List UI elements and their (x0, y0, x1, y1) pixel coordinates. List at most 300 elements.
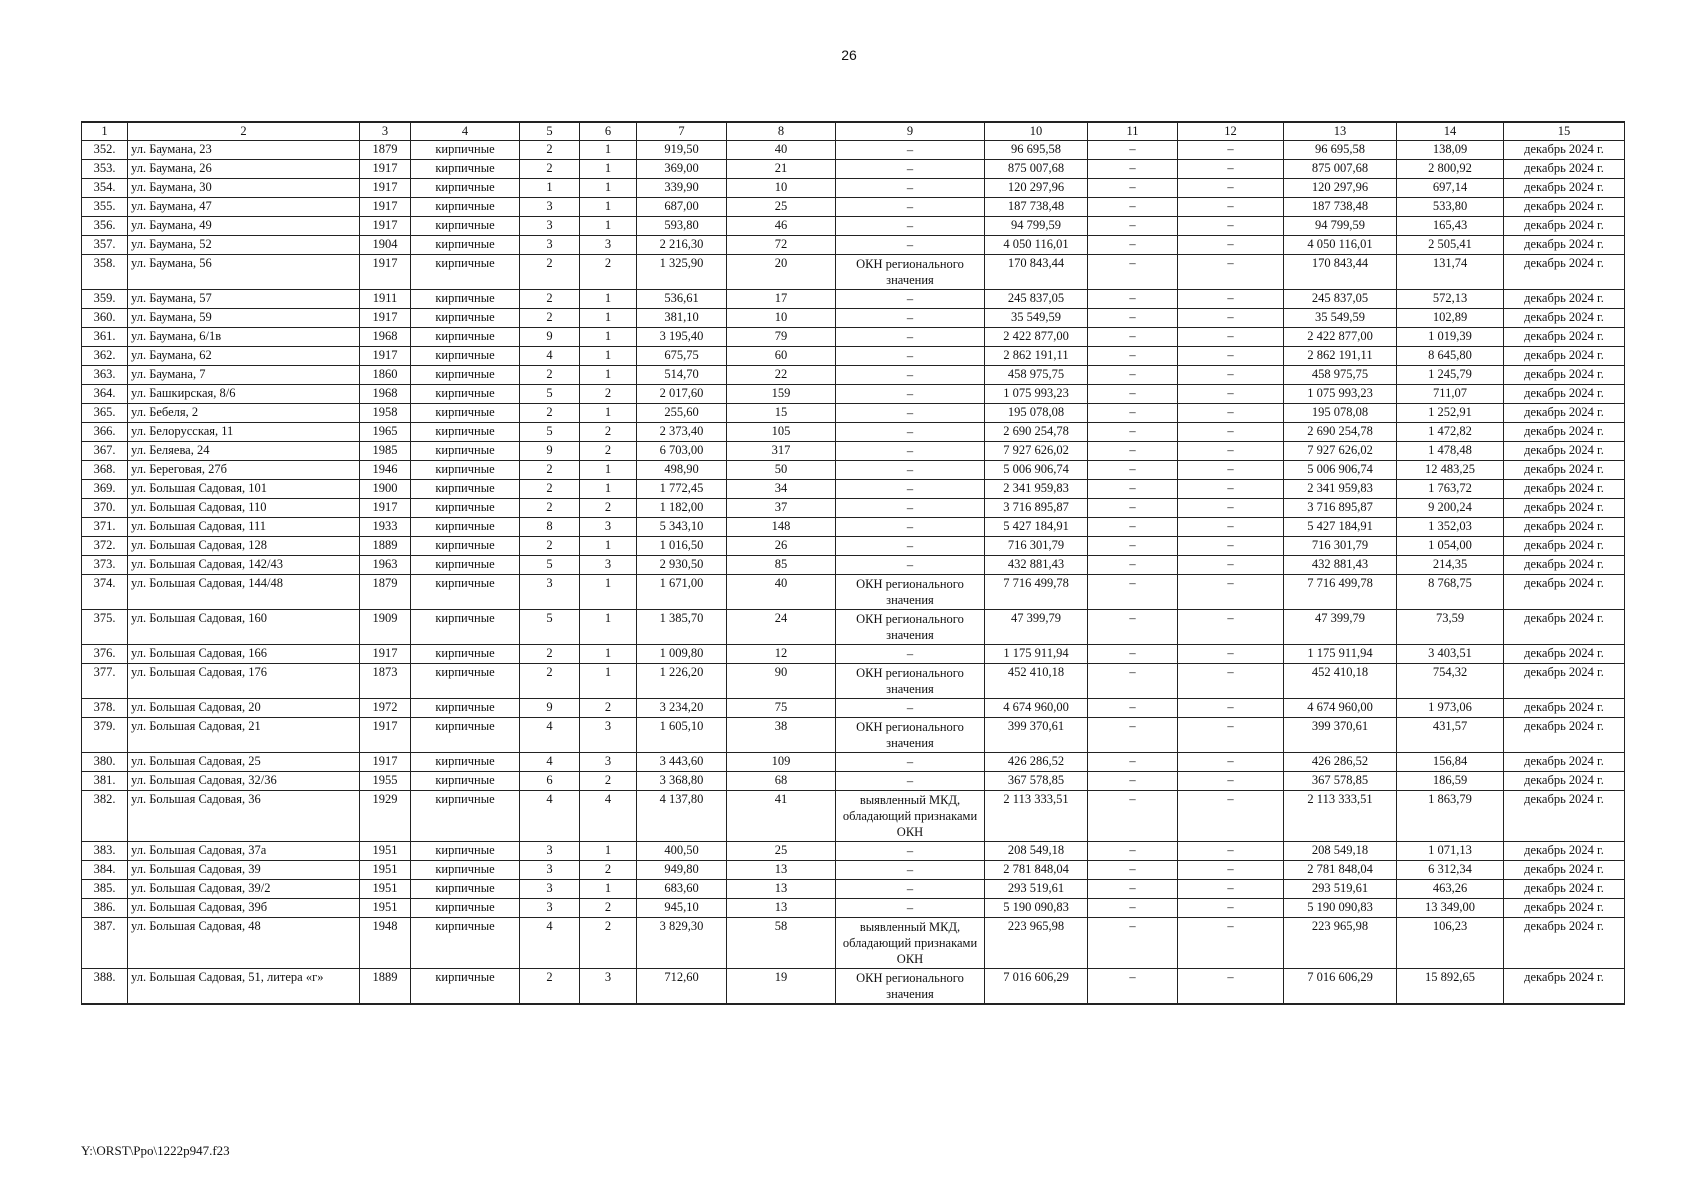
cell-fund-source-11: – (1088, 699, 1178, 718)
cell-heritage-status: – (836, 328, 985, 347)
cell-floors: 6 (520, 772, 580, 791)
cell-wall-material: кирпичные (411, 309, 520, 328)
cell-fund-source-13: 94 799,59 (1284, 217, 1397, 236)
cell-fund-source-13: 2 341 959,83 (1284, 480, 1397, 499)
cell-residents: 13 (727, 861, 836, 880)
cell-residents: 15 (727, 404, 836, 423)
cell-residents: 40 (727, 575, 836, 610)
cell-fund-source-13: 7 016 606,29 (1284, 969, 1397, 1005)
cell-fund-source-11: – (1088, 899, 1178, 918)
cell-entrances: 2 (580, 385, 637, 404)
column-header-residents: 8 (727, 122, 836, 141)
cell-completion-date: декабрь 2024 г. (1504, 556, 1625, 575)
cell-entrances: 1 (580, 198, 637, 217)
column-header-fund-source-13: 13 (1284, 122, 1397, 141)
cell-address: ул. Большая Садовая, 25 (128, 753, 360, 772)
cell-heritage-status: – (836, 461, 985, 480)
cell-heritage-status: – (836, 347, 985, 366)
cell-total-cost: 426 286,52 (985, 753, 1088, 772)
cell-row-number: 370. (82, 499, 128, 518)
cell-total-cost: 223 965,98 (985, 918, 1088, 969)
cell-address: ул. Большая Садовая, 176 (128, 664, 360, 699)
cell-total-area: 1 325,90 (637, 255, 727, 290)
cell-row-number: 387. (82, 918, 128, 969)
cell-entrances: 1 (580, 141, 637, 160)
cell-wall-material: кирпичные (411, 423, 520, 442)
cell-total-area: 3 195,40 (637, 328, 727, 347)
cell-entrances: 1 (580, 160, 637, 179)
cell-address: ул. Башкирская, 8/6 (128, 385, 360, 404)
cell-cost-per-sqm: 1 973,06 (1397, 699, 1504, 718)
cell-total-area: 1 009,80 (637, 645, 727, 664)
cell-total-area: 3 234,20 (637, 699, 727, 718)
cell-fund-source-12: – (1178, 791, 1284, 842)
cell-entrances: 2 (580, 772, 637, 791)
cell-fund-source-12: – (1178, 366, 1284, 385)
cell-entrances: 2 (580, 442, 637, 461)
cell-residents: 148 (727, 518, 836, 537)
cell-heritage-status: – (836, 842, 985, 861)
cell-year-built: 1963 (360, 556, 411, 575)
cell-fund-source-12: – (1178, 290, 1284, 309)
cell-address: ул. Большая Садовая, 20 (128, 699, 360, 718)
cell-residents: 20 (727, 255, 836, 290)
cell-completion-date: декабрь 2024 г. (1504, 198, 1625, 217)
cell-wall-material: кирпичные (411, 842, 520, 861)
column-header-completion-date: 15 (1504, 122, 1625, 141)
cell-fund-source-11: – (1088, 404, 1178, 423)
cell-heritage-status: – (836, 217, 985, 236)
cell-address: ул. Большая Садовая, 39б (128, 899, 360, 918)
column-header-total-area: 7 (637, 122, 727, 141)
table-row (82, 442, 1625, 461)
table-row (82, 160, 1625, 179)
cell-residents: 34 (727, 480, 836, 499)
cell-cost-per-sqm: 106,23 (1397, 918, 1504, 969)
table-row (82, 328, 1625, 347)
cell-fund-source-12: – (1178, 861, 1284, 880)
column-header-year-built: 3 (360, 122, 411, 141)
cell-address: ул. Беляева, 24 (128, 442, 360, 461)
table-row (82, 556, 1625, 575)
cell-cost-per-sqm: 102,89 (1397, 309, 1504, 328)
cell-fund-source-13: 245 837,05 (1284, 290, 1397, 309)
cell-heritage-status: – (836, 160, 985, 179)
table-row (82, 610, 1625, 645)
cell-fund-source-12: – (1178, 699, 1284, 718)
cell-total-area: 949,80 (637, 861, 727, 880)
cell-completion-date: декабрь 2024 г. (1504, 461, 1625, 480)
cell-fund-source-11: – (1088, 366, 1178, 385)
cell-row-number: 378. (82, 699, 128, 718)
cell-address: ул. Баумана, 52 (128, 236, 360, 255)
cell-wall-material: кирпичные (411, 645, 520, 664)
cell-floors: 2 (520, 255, 580, 290)
column-header-row-number: 1 (82, 122, 128, 141)
cell-fund-source-13: 223 965,98 (1284, 918, 1397, 969)
cell-total-cost: 2 781 848,04 (985, 861, 1088, 880)
cell-total-area: 381,10 (637, 309, 727, 328)
cell-total-area: 3 829,30 (637, 918, 727, 969)
cell-fund-source-13: 4 050 116,01 (1284, 236, 1397, 255)
table-row (82, 480, 1625, 499)
cell-cost-per-sqm: 463,26 (1397, 880, 1504, 899)
cell-completion-date: декабрь 2024 г. (1504, 899, 1625, 918)
cell-total-area: 675,75 (637, 347, 727, 366)
table-row (82, 499, 1625, 518)
cell-floors: 9 (520, 699, 580, 718)
cell-fund-source-13: 293 519,61 (1284, 880, 1397, 899)
column-header-fund-source-11: 11 (1088, 122, 1178, 141)
cell-wall-material: кирпичные (411, 537, 520, 556)
cell-fund-source-13: 426 286,52 (1284, 753, 1397, 772)
cell-total-area: 1 182,00 (637, 499, 727, 518)
cell-fund-source-13: 4 674 960,00 (1284, 699, 1397, 718)
cell-row-number: 365. (82, 404, 128, 423)
cell-residents: 13 (727, 899, 836, 918)
cell-residents: 105 (727, 423, 836, 442)
cell-cost-per-sqm: 12 483,25 (1397, 461, 1504, 480)
cell-heritage-status: – (836, 236, 985, 255)
cell-residents: 17 (727, 290, 836, 309)
cell-completion-date: декабрь 2024 г. (1504, 753, 1625, 772)
table-row (82, 791, 1625, 842)
cell-year-built: 1911 (360, 290, 411, 309)
cell-completion-date: декабрь 2024 г. (1504, 861, 1625, 880)
cell-residents: 58 (727, 918, 836, 969)
cell-entrances: 2 (580, 899, 637, 918)
table-row (82, 309, 1625, 328)
cell-fund-source-11: – (1088, 842, 1178, 861)
cell-total-cost: 7 716 499,78 (985, 575, 1088, 610)
table-row (82, 861, 1625, 880)
cell-row-number: 373. (82, 556, 128, 575)
cell-year-built: 1917 (360, 347, 411, 366)
cell-fund-source-13: 367 578,85 (1284, 772, 1397, 791)
cell-year-built: 1948 (360, 918, 411, 969)
cell-fund-source-13: 1 075 993,23 (1284, 385, 1397, 404)
cell-year-built: 1889 (360, 537, 411, 556)
cell-residents: 85 (727, 556, 836, 575)
column-header-wall-material: 4 (411, 122, 520, 141)
cell-fund-source-13: 96 695,58 (1284, 141, 1397, 160)
cell-year-built: 1965 (360, 423, 411, 442)
cell-fund-source-11: – (1088, 328, 1178, 347)
cell-row-number: 360. (82, 309, 128, 328)
cell-wall-material: кирпичные (411, 366, 520, 385)
cell-fund-source-11: – (1088, 791, 1178, 842)
cell-fund-source-13: 432 881,43 (1284, 556, 1397, 575)
cell-fund-source-13: 716 301,79 (1284, 537, 1397, 556)
cell-total-area: 593,80 (637, 217, 727, 236)
cell-cost-per-sqm: 1 054,00 (1397, 537, 1504, 556)
cell-cost-per-sqm: 1 472,82 (1397, 423, 1504, 442)
table-row (82, 899, 1625, 918)
cell-row-number: 380. (82, 753, 128, 772)
cell-address: ул. Большая Садовая, 48 (128, 918, 360, 969)
cell-completion-date: декабрь 2024 г. (1504, 236, 1625, 255)
cell-total-cost: 4 050 116,01 (985, 236, 1088, 255)
cell-residents: 26 (727, 537, 836, 556)
cell-row-number: 366. (82, 423, 128, 442)
cell-floors: 2 (520, 290, 580, 309)
cell-row-number: 368. (82, 461, 128, 480)
cell-total-cost: 94 799,59 (985, 217, 1088, 236)
cell-total-area: 687,00 (637, 198, 727, 217)
cell-cost-per-sqm: 1 245,79 (1397, 366, 1504, 385)
cell-row-number: 377. (82, 664, 128, 699)
cell-total-area: 339,90 (637, 179, 727, 198)
cell-total-cost: 96 695,58 (985, 141, 1088, 160)
cell-total-cost: 5 190 090,83 (985, 899, 1088, 918)
cell-wall-material: кирпичные (411, 255, 520, 290)
cell-total-cost: 452 410,18 (985, 664, 1088, 699)
cell-fund-source-11: – (1088, 499, 1178, 518)
cell-fund-source-12: – (1178, 255, 1284, 290)
cell-total-area: 1 605,10 (637, 718, 727, 753)
cell-fund-source-13: 2 781 848,04 (1284, 861, 1397, 880)
cell-fund-source-13: 7 716 499,78 (1284, 575, 1397, 610)
cell-total-cost: 432 881,43 (985, 556, 1088, 575)
cell-cost-per-sqm: 1 071,13 (1397, 842, 1504, 861)
cell-total-cost: 47 399,79 (985, 610, 1088, 645)
cell-year-built: 1917 (360, 718, 411, 753)
cell-residents: 68 (727, 772, 836, 791)
cell-fund-source-12: – (1178, 918, 1284, 969)
cell-year-built: 1951 (360, 842, 411, 861)
cell-fund-source-12: – (1178, 899, 1284, 918)
cell-wall-material: кирпичные (411, 217, 520, 236)
table-row (82, 255, 1625, 290)
cell-total-area: 369,00 (637, 160, 727, 179)
cell-heritage-status: – (836, 861, 985, 880)
cell-wall-material: кирпичные (411, 610, 520, 645)
cell-completion-date: декабрь 2024 г. (1504, 575, 1625, 610)
cell-row-number: 382. (82, 791, 128, 842)
cell-cost-per-sqm: 73,59 (1397, 610, 1504, 645)
cell-total-cost: 293 519,61 (985, 880, 1088, 899)
cell-wall-material: кирпичные (411, 328, 520, 347)
cell-cost-per-sqm: 1 252,91 (1397, 404, 1504, 423)
cell-entrances: 1 (580, 480, 637, 499)
cell-wall-material: кирпичные (411, 518, 520, 537)
cell-fund-source-12: – (1178, 217, 1284, 236)
cell-address: ул. Большая Садовая, 142/43 (128, 556, 360, 575)
cell-year-built: 1917 (360, 309, 411, 328)
cell-year-built: 1933 (360, 518, 411, 537)
cell-heritage-status: – (836, 442, 985, 461)
cell-floors: 2 (520, 645, 580, 664)
cell-fund-source-11: – (1088, 645, 1178, 664)
cell-total-area: 2 930,50 (637, 556, 727, 575)
cell-address: ул. Баумана, 59 (128, 309, 360, 328)
cell-fund-source-12: – (1178, 179, 1284, 198)
cell-fund-source-13: 7 927 626,02 (1284, 442, 1397, 461)
cell-year-built: 1909 (360, 610, 411, 645)
cell-total-area: 536,61 (637, 290, 727, 309)
cell-total-cost: 3 716 895,87 (985, 499, 1088, 518)
cell-completion-date: декабрь 2024 г. (1504, 255, 1625, 290)
cell-fund-source-12: – (1178, 328, 1284, 347)
cell-heritage-status: ОКН регионального значения (836, 718, 985, 753)
cell-cost-per-sqm: 754,32 (1397, 664, 1504, 699)
cell-address: ул. Большая Садовая, 144/48 (128, 575, 360, 610)
cell-total-cost: 875 007,68 (985, 160, 1088, 179)
cell-floors: 3 (520, 198, 580, 217)
cell-wall-material: кирпичные (411, 290, 520, 309)
cell-wall-material: кирпичные (411, 385, 520, 404)
cell-heritage-status: – (836, 645, 985, 664)
cell-fund-source-11: – (1088, 969, 1178, 1005)
cell-address: ул. Баумана, 30 (128, 179, 360, 198)
cell-total-area: 2 373,40 (637, 423, 727, 442)
cell-total-area: 3 443,60 (637, 753, 727, 772)
cell-address: ул. Баумана, 47 (128, 198, 360, 217)
cell-heritage-status: – (836, 480, 985, 499)
cell-row-number: 356. (82, 217, 128, 236)
cell-floors: 3 (520, 899, 580, 918)
cell-floors: 1 (520, 179, 580, 198)
cell-residents: 37 (727, 499, 836, 518)
cell-fund-source-11: – (1088, 179, 1178, 198)
cell-address: ул. Баумана, 6/1в (128, 328, 360, 347)
cell-heritage-status: – (836, 899, 985, 918)
cell-floors: 4 (520, 791, 580, 842)
cell-floors: 3 (520, 880, 580, 899)
cell-heritage-status: ОКН регионального значения (836, 969, 985, 1005)
cell-total-area: 498,90 (637, 461, 727, 480)
cell-fund-source-12: – (1178, 404, 1284, 423)
cell-heritage-status: выявленный МКД, обладающий признаками ОКН (836, 791, 985, 842)
table-row (82, 699, 1625, 718)
cell-fund-source-11: – (1088, 236, 1178, 255)
cell-wall-material: кирпичные (411, 160, 520, 179)
cell-address: ул. Большая Садовая, 39/2 (128, 880, 360, 899)
cell-entrances: 1 (580, 347, 637, 366)
cell-row-number: 361. (82, 328, 128, 347)
cell-wall-material: кирпичные (411, 969, 520, 1005)
cell-row-number: 369. (82, 480, 128, 499)
cell-fund-source-13: 1 175 911,94 (1284, 645, 1397, 664)
cell-wall-material: кирпичные (411, 918, 520, 969)
cell-wall-material: кирпичные (411, 198, 520, 217)
cell-completion-date: декабрь 2024 г. (1504, 610, 1625, 645)
cell-fund-source-11: – (1088, 255, 1178, 290)
cell-year-built: 1904 (360, 236, 411, 255)
cell-year-built: 1917 (360, 753, 411, 772)
cell-total-cost: 2 690 254,78 (985, 423, 1088, 442)
cell-year-built: 1968 (360, 328, 411, 347)
cell-total-cost: 5 006 906,74 (985, 461, 1088, 480)
cell-floors: 2 (520, 366, 580, 385)
cell-completion-date: декабрь 2024 г. (1504, 423, 1625, 442)
cell-entrances: 1 (580, 309, 637, 328)
cell-completion-date: декабрь 2024 г. (1504, 179, 1625, 198)
cell-fund-source-13: 452 410,18 (1284, 664, 1397, 699)
cell-fund-source-11: – (1088, 198, 1178, 217)
cell-year-built: 1900 (360, 480, 411, 499)
cell-residents: 109 (727, 753, 836, 772)
cell-address: ул. Бебеля, 2 (128, 404, 360, 423)
cell-address: ул. Большая Садовая, 111 (128, 518, 360, 537)
cell-fund-source-13: 3 716 895,87 (1284, 499, 1397, 518)
cell-floors: 2 (520, 537, 580, 556)
cell-fund-source-13: 208 549,18 (1284, 842, 1397, 861)
cell-fund-source-13: 120 297,96 (1284, 179, 1397, 198)
cell-address: ул. Большая Садовая, 101 (128, 480, 360, 499)
cell-cost-per-sqm: 6 312,34 (1397, 861, 1504, 880)
cell-entrances: 3 (580, 236, 637, 255)
cell-wall-material: кирпичные (411, 236, 520, 255)
cell-floors: 2 (520, 480, 580, 499)
cell-completion-date: декабрь 2024 г. (1504, 880, 1625, 899)
cell-fund-source-12: – (1178, 610, 1284, 645)
cell-year-built: 1955 (360, 772, 411, 791)
cell-residents: 12 (727, 645, 836, 664)
cell-row-number: 375. (82, 610, 128, 645)
cell-fund-source-12: – (1178, 556, 1284, 575)
cell-fund-source-12: – (1178, 160, 1284, 179)
cell-address: ул. Баумана, 23 (128, 141, 360, 160)
cell-entrances: 1 (580, 328, 637, 347)
cell-fund-source-11: – (1088, 918, 1178, 969)
cell-total-cost: 1 175 911,94 (985, 645, 1088, 664)
cell-total-cost: 7 016 606,29 (985, 969, 1088, 1005)
cell-cost-per-sqm: 2 505,41 (1397, 236, 1504, 255)
cell-entrances: 3 (580, 718, 637, 753)
cell-cost-per-sqm: 431,57 (1397, 718, 1504, 753)
cell-fund-source-12: – (1178, 347, 1284, 366)
cell-address: ул. Баумана, 56 (128, 255, 360, 290)
cell-total-cost: 2 113 333,51 (985, 791, 1088, 842)
cell-address: ул. Большая Садовая, 39 (128, 861, 360, 880)
cell-residents: 10 (727, 309, 836, 328)
cell-entrances: 1 (580, 179, 637, 198)
table-row (82, 198, 1625, 217)
cell-cost-per-sqm: 2 800,92 (1397, 160, 1504, 179)
cell-wall-material: кирпичные (411, 718, 520, 753)
cell-fund-source-11: – (1088, 461, 1178, 480)
cell-row-number: 355. (82, 198, 128, 217)
cell-fund-source-11: – (1088, 480, 1178, 499)
cell-total-area: 255,60 (637, 404, 727, 423)
cell-total-cost: 1 075 993,23 (985, 385, 1088, 404)
cell-fund-source-12: – (1178, 645, 1284, 664)
cell-cost-per-sqm: 8 768,75 (1397, 575, 1504, 610)
cell-address: ул. Большая Садовая, 128 (128, 537, 360, 556)
cell-residents: 25 (727, 842, 836, 861)
cell-heritage-status: – (836, 499, 985, 518)
cell-heritage-status: ОКН регионального значения (836, 664, 985, 699)
cell-row-number: 372. (82, 537, 128, 556)
cell-wall-material: кирпичные (411, 347, 520, 366)
cell-address: ул. Большая Садовая, 37а (128, 842, 360, 861)
cell-total-cost: 2 422 877,00 (985, 328, 1088, 347)
cell-wall-material: кирпичные (411, 772, 520, 791)
cell-heritage-status: – (836, 772, 985, 791)
cell-floors: 9 (520, 328, 580, 347)
cell-floors: 4 (520, 347, 580, 366)
cell-cost-per-sqm: 533,80 (1397, 198, 1504, 217)
cell-total-cost: 170 843,44 (985, 255, 1088, 290)
table-row (82, 918, 1625, 969)
column-header-total-cost: 10 (985, 122, 1088, 141)
cell-total-cost: 120 297,96 (985, 179, 1088, 198)
cell-wall-material: кирпичные (411, 141, 520, 160)
cell-entrances: 2 (580, 255, 637, 290)
cell-completion-date: декабрь 2024 г. (1504, 290, 1625, 309)
cell-fund-source-12: – (1178, 198, 1284, 217)
